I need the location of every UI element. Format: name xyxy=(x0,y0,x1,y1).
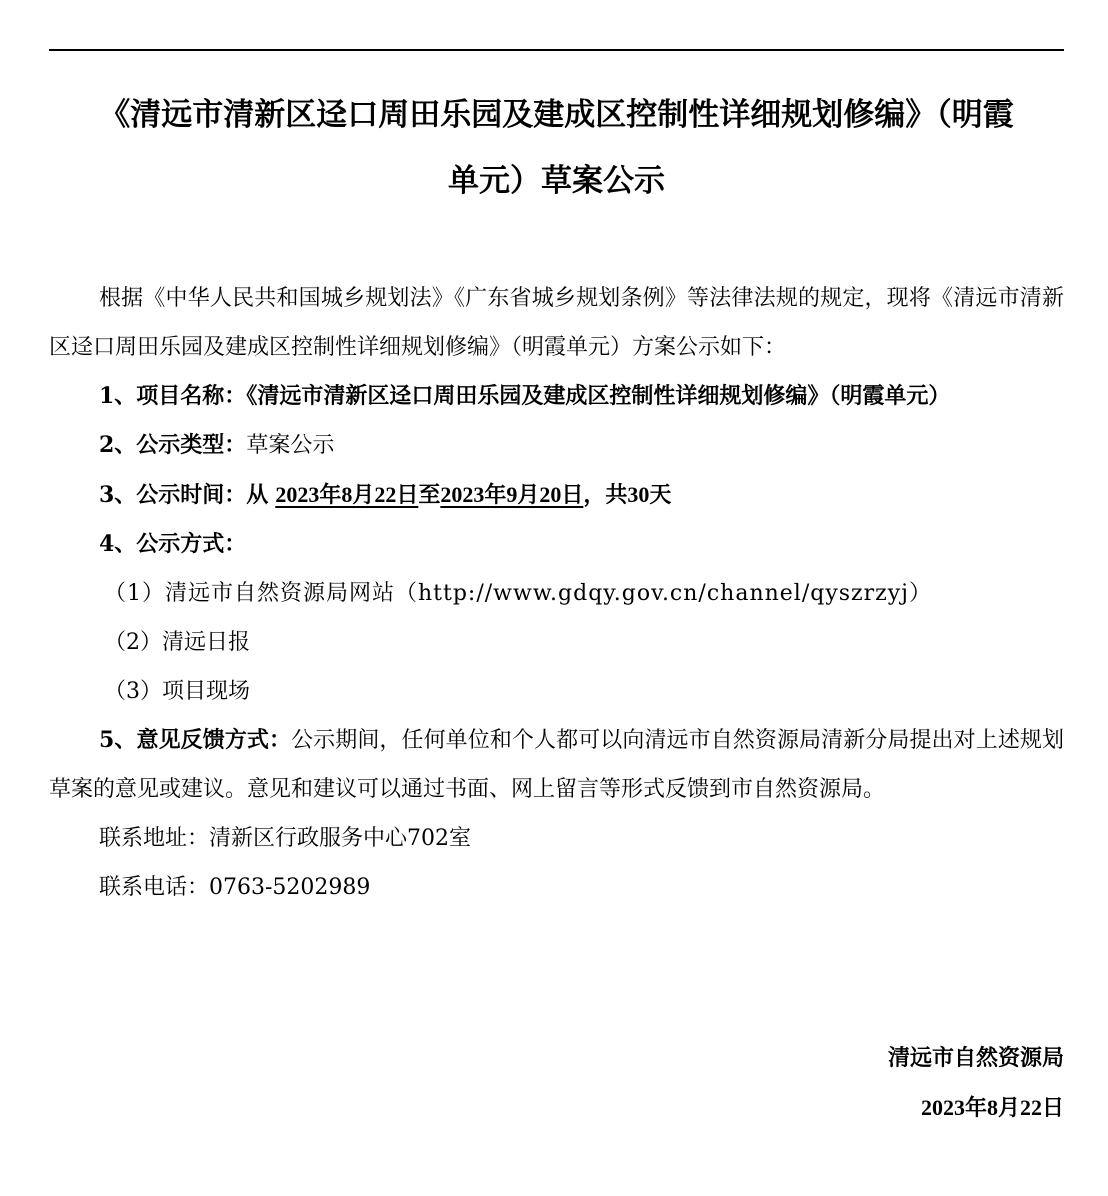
item-feedback-label: 5、意见反馈方式： xyxy=(99,727,292,753)
notice-method-website: （1）清远市自然资源局网站（http://www.gdqy.gov.cn/channel/qyszrzyj） xyxy=(104,581,932,606)
notice-end-date: 2023年9月20日 xyxy=(440,482,584,507)
notice-start-date: 2023年8月22日 xyxy=(275,482,419,507)
item-feedback xyxy=(49,716,1064,814)
header-rule xyxy=(49,49,1064,51)
contact-phone: 联系电话：0763-5202989 xyxy=(99,875,371,900)
item-feedback-value: 公示期间，任何单位和个人都可以向清远市自然资源局清新分局提出对上述规划草案的意见或建议。意见和建议可以通过书面、网上留言等形式反馈到市自然资源局。 xyxy=(49,728,1064,802)
signature-block xyxy=(888,1034,1064,1132)
document-title xyxy=(49,82,1064,214)
title-line-2-emphasis: 草案公示 xyxy=(541,163,665,199)
intro-paragraph: 根据《中华人民共和国城乡规划法》《广东省城乡规划条例》等法律法规的规定，现将《清远市清新区迳口周田乐园及建成区控制性详细规划修编》（明霞单元）方案公示如下： xyxy=(49,286,1064,360)
notice-method-newspaper: （2）清远日报 xyxy=(104,630,250,655)
item-project-name-label: 1、项目名称： xyxy=(99,383,247,409)
item-project-name xyxy=(49,372,1064,421)
contact-address: 联系地址：清新区行政服务中心702室 xyxy=(99,826,471,851)
item-notice-method-label: 4、公示方式： xyxy=(99,531,247,557)
title-line-2-prefix: 单元） xyxy=(448,163,541,199)
item-notice-type-label: 2、公示类型： xyxy=(99,432,247,458)
item-notice-period-label: 3、公示时间：从 xyxy=(99,482,269,508)
item-project-name-value: 《清远市清新区迳口周田乐园及建成区控制性详细规划修编》（明霞单元） xyxy=(246,383,951,409)
document-body xyxy=(49,274,1064,912)
item-notice-period xyxy=(49,470,1064,520)
item-notice-type-value: 草案公示 xyxy=(246,433,335,458)
item-notice-method xyxy=(49,520,1064,569)
title-line-1: 《清远市清新区迳口周田乐园及建成区控制性详细规划修编》（明霞 xyxy=(99,97,1014,133)
notice-period-to: 至 xyxy=(418,482,441,508)
notice-method-site: （3）项目现场 xyxy=(104,679,250,704)
signature-org: 清远市自然资源局 xyxy=(887,1045,1064,1071)
signature-date: 2023年8月22日 xyxy=(920,1095,1064,1120)
item-notice-type xyxy=(49,421,1064,470)
notice-duration: ，共30天 xyxy=(583,482,672,507)
